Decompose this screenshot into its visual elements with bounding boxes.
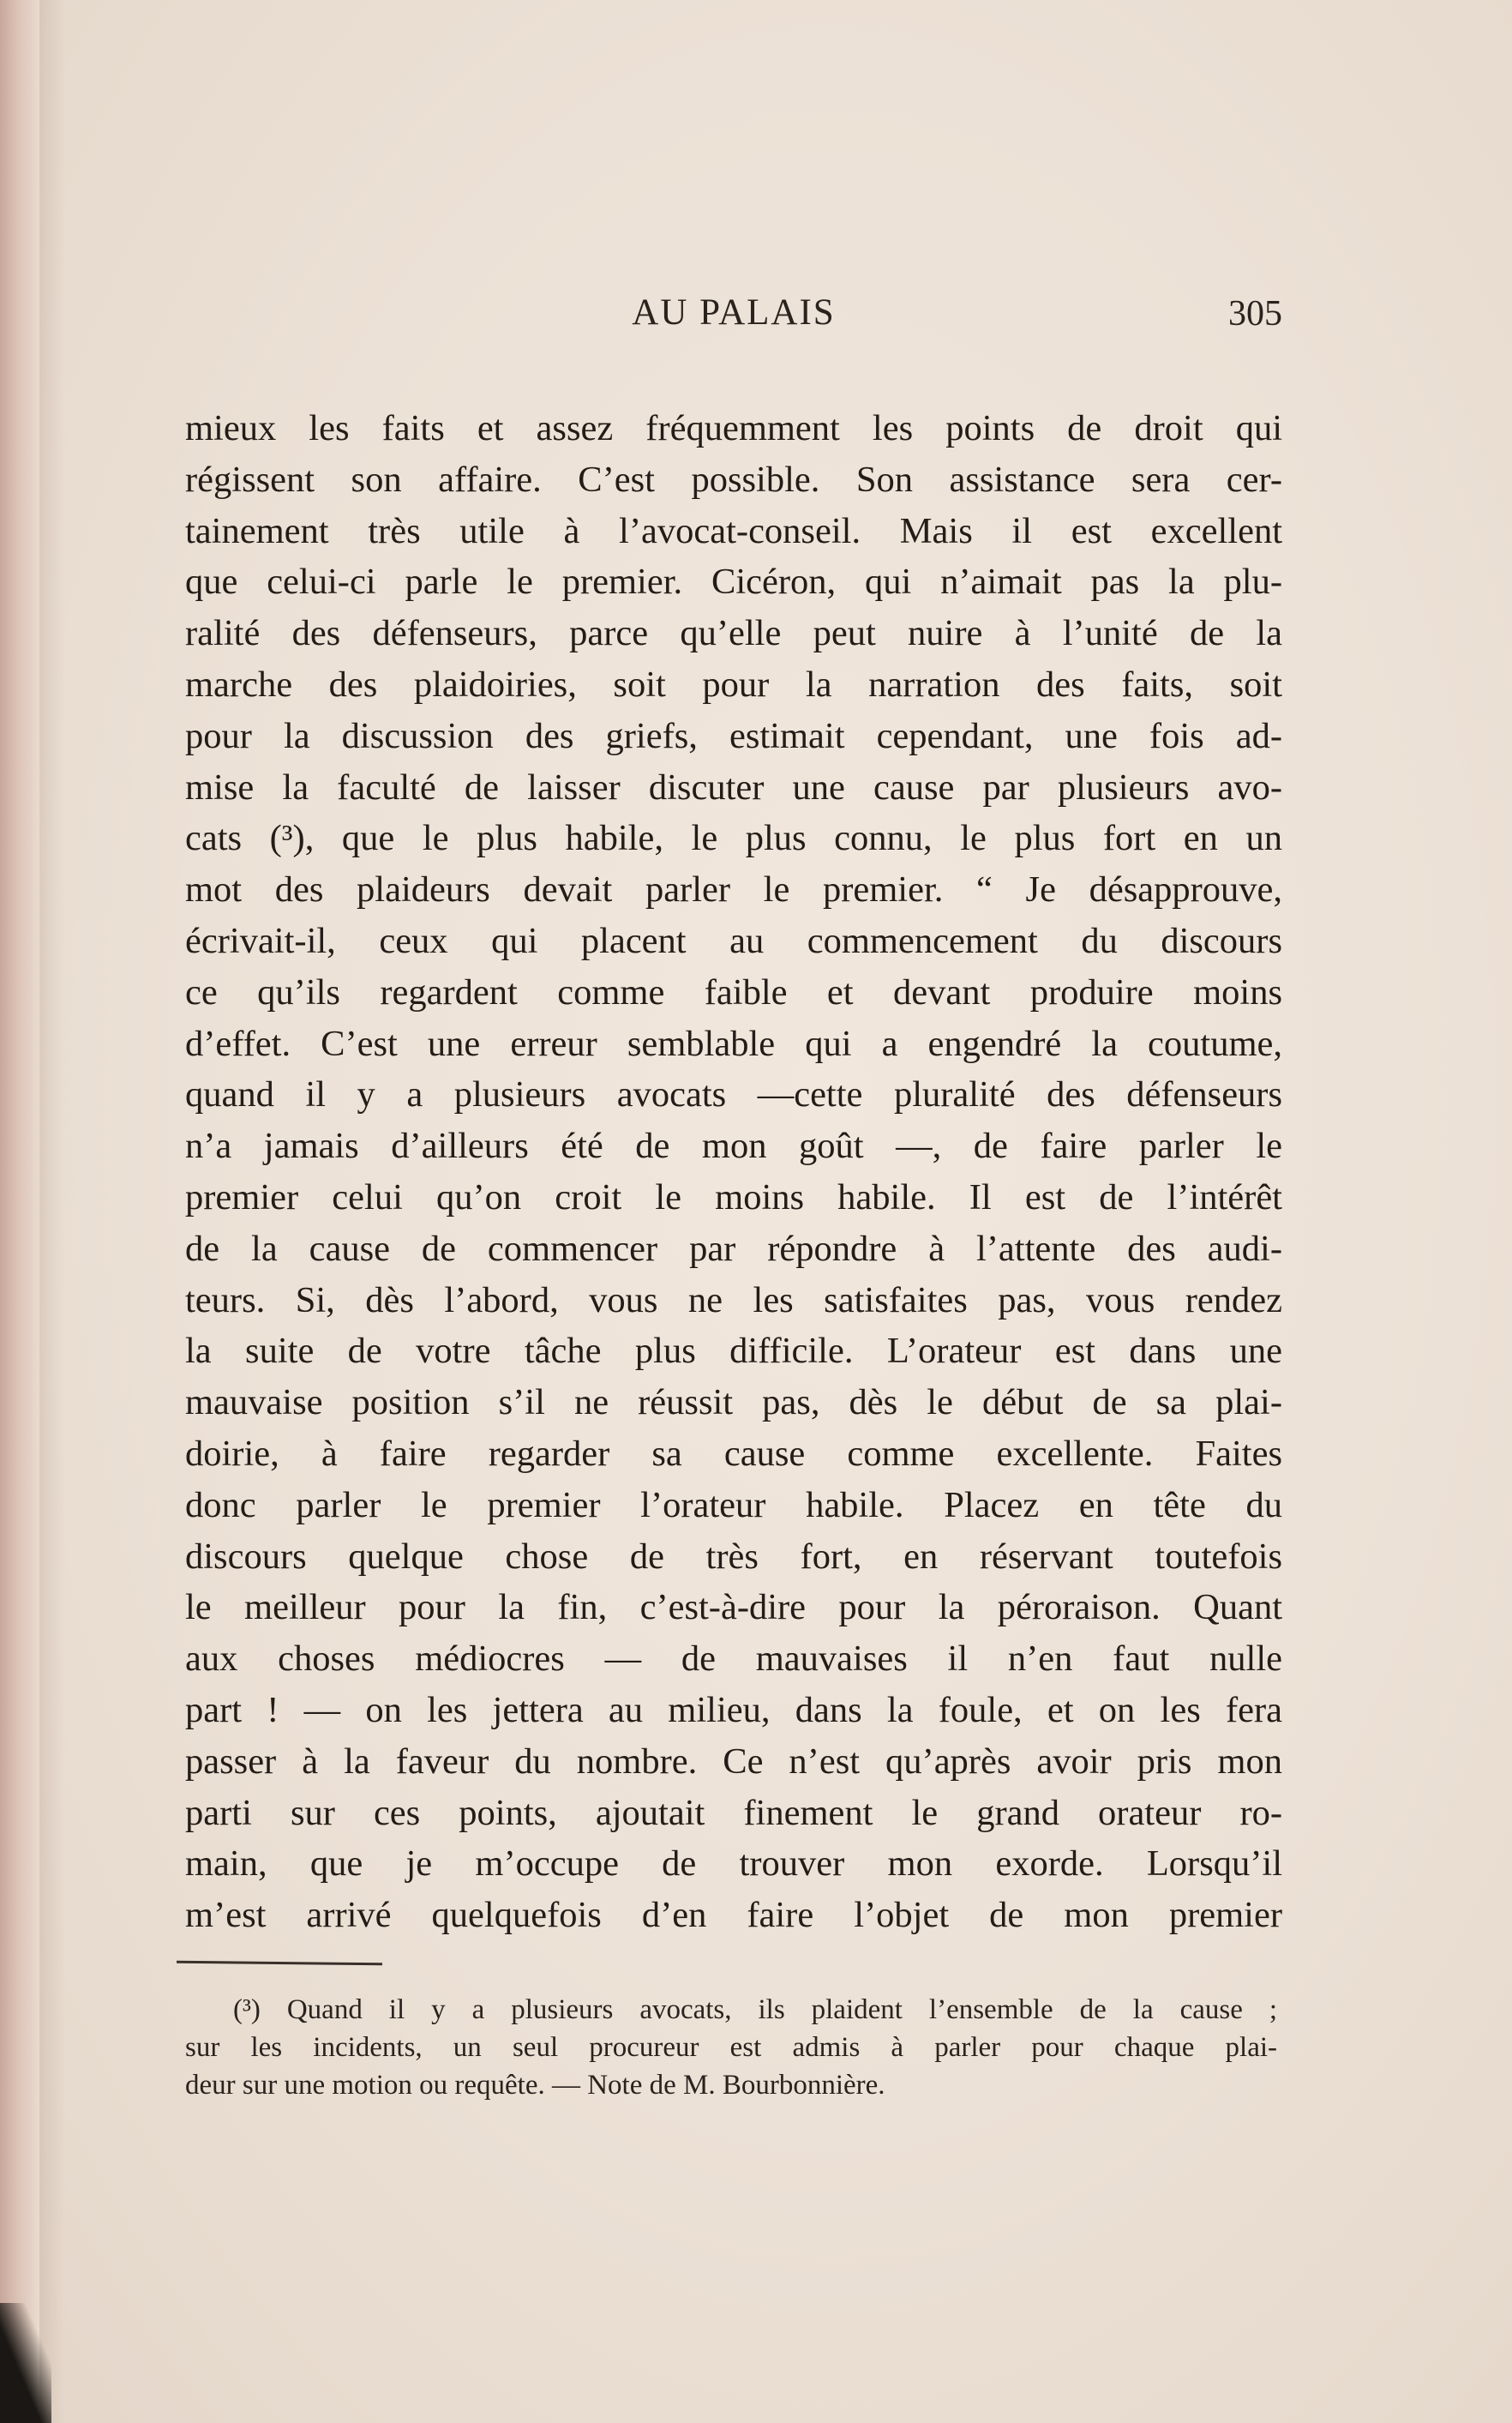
text-line: mauvaise position s’il ne réussit pas, dès le début de sa plai-	[185, 1382, 1282, 1423]
text-line: doirie, à faire regarder sa cause comme excellente. Faites	[185, 1433, 1282, 1474]
text-line: tainement très utile à l’avocat-conseil. Mais il est excellent	[185, 510, 1282, 551]
footnote-line: sur les incidents, un seul procureur est admis à parler pour chaque plai-	[185, 2032, 1277, 2063]
text-line: aux choses médiocres — de mauvaises il n’en faut nulle	[185, 1638, 1282, 1680]
text-line: premier celui qu’on croit le moins habile. Il est de l’intérêt	[185, 1176, 1282, 1218]
footnote	[185, 1991, 1282, 2104]
gutter-shadow	[39, 0, 65, 2423]
text-line: écrivait-il, ceux qui placent au commencement du discours	[185, 920, 1282, 961]
text-line: mise la faculté de laisser discuter une cause par plusieurs avo-	[185, 767, 1282, 808]
text-line: mieux les faits et assez fréquemment les points de droit qui	[185, 408, 1282, 448]
body-text	[185, 403, 1282, 1941]
text-line: donc parler le premier l’orateur habile. Placez en tête du	[185, 1484, 1282, 1525]
text-line: d’effet. C’est une erreur semblable qui a engendré la coutume,	[185, 1023, 1282, 1064]
page-header	[185, 292, 1282, 343]
footnote-line: deur sur une motion ou requête. — Note de M. Bourbonnière.	[185, 2070, 885, 2101]
text-line: marche des plaidoiries, soit pour la narration des faits, soit	[185, 664, 1282, 705]
text-line: ce qu’ils regardent comme faible et devant produire moins	[185, 971, 1282, 1013]
text-line: m’est arrivé quelquefois d’en faire l’objet de mon premier	[185, 1895, 1282, 1936]
text-line: n’a jamais d’ailleurs été de mon goût —, de faire parler le	[185, 1126, 1282, 1167]
text-line: le meilleur pour la fin, c’est-à-dire pour la péroraison. Quant	[185, 1587, 1282, 1628]
text-line: parti sur ces points, ajoutait finement le grand orateur ro-	[185, 1792, 1282, 1833]
footnote-rule	[177, 1961, 382, 1966]
text-line: cats (³), que le plus habile, le plus connu, le plus fort en un	[185, 818, 1282, 859]
running-head: AU PALAIS	[632, 292, 836, 333]
page-gutter	[0, 0, 39, 2423]
page-number: 305	[1228, 294, 1282, 334]
text-line: quand il y a plusieurs avocats —cette pluralité des défenseurs	[185, 1074, 1282, 1115]
text-line: mot des plaideurs devait parler le premier. “ Je désapprouve,	[185, 869, 1282, 911]
footnote-line: (³) Quand il y a plusieurs avocats, ils plaident l’ensemble de la cause ;	[233, 1994, 1277, 2025]
text-line: pour la discussion des griefs, estimait cependant, une fois ad-	[185, 715, 1282, 756]
text-line: de la cause de commencer par répondre à l’attente des audi-	[185, 1228, 1282, 1269]
text-line: la suite de votre tâche plus difficile. L’orateur est dans une	[185, 1331, 1282, 1372]
text-line: que celui-ci parle le premier. Cicéron, qui n’aimait pas la plu-	[185, 562, 1282, 603]
text-line: ralité des défenseurs, parce qu’elle peut nuire à l’unité de la	[185, 613, 1282, 654]
text-line: main, que je m’occupe de trouver mon exorde. Lorsqu’il	[185, 1843, 1282, 1885]
text-line: régissent son affaire. C’est possible. Son assistance sera cer-	[185, 459, 1282, 500]
text-line: part ! — on les jettera au milieu, dans la foule, et on les fera	[185, 1689, 1282, 1730]
text-line: teurs. Si, dès l’abord, vous ne les satisfaites pas, vous rendez	[185, 1279, 1282, 1320]
text-line: discours quelque chose de très fort, en réservant toutefois	[185, 1536, 1282, 1577]
scan-corner-shadow	[0, 2303, 51, 2423]
text-line: passer à la faveur du nombre. Ce n’est qu’après avoir pris mon	[185, 1741, 1282, 1782]
